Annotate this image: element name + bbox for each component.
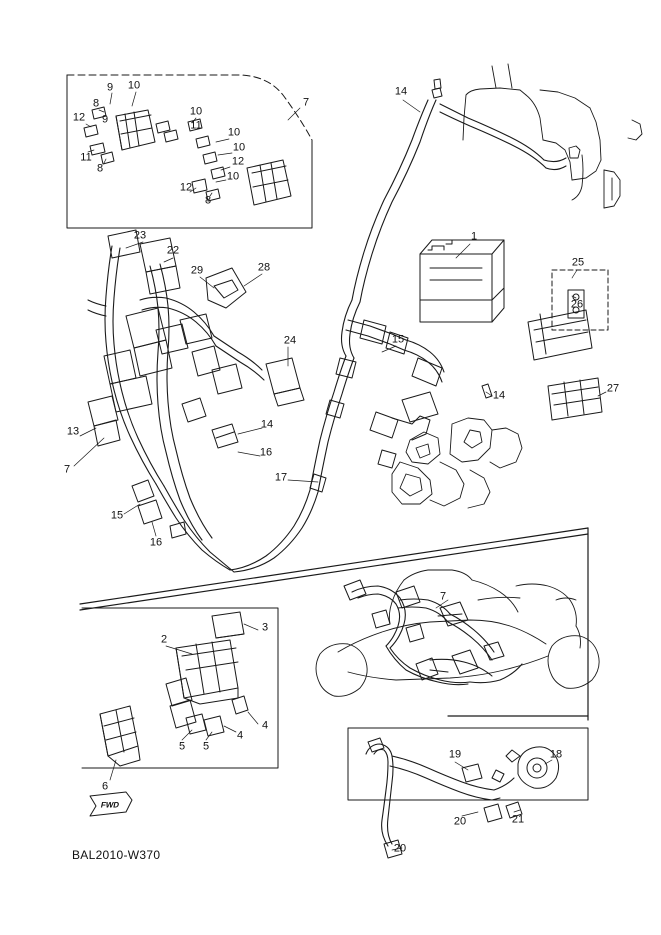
callout-9b: 9: [101, 113, 109, 126]
throttle-body: [100, 612, 248, 766]
callout-16b: 16: [149, 536, 163, 549]
callout-9a: 9: [106, 81, 114, 94]
callout-20a: 20: [453, 815, 467, 828]
engine-lower-right: [392, 418, 522, 508]
frame-contours: [463, 64, 642, 208]
callout-28: 28: [257, 261, 271, 274]
inset-box-frame: [67, 75, 312, 228]
relay-2: [247, 160, 291, 205]
part-code-label: BAL2010-W370: [72, 848, 161, 862]
callout-4b: 4: [236, 729, 244, 742]
inset-box-horn: [348, 728, 588, 800]
horn-assembly: [492, 747, 559, 788]
callout-8a: 8: [92, 97, 100, 110]
callout-14a: 14: [394, 85, 408, 98]
callout-10b: 10: [189, 105, 203, 118]
callout-5b: 5: [202, 740, 210, 753]
callout-7b: 7: [63, 463, 71, 476]
callout-7a: 7: [302, 96, 310, 109]
callout-7c: 7: [439, 590, 447, 603]
callout-12b: 12: [231, 155, 245, 168]
callout-10e: 10: [226, 170, 240, 183]
callout-10c: 10: [227, 126, 241, 139]
callout-14b: 14: [492, 389, 506, 402]
harness-left: [88, 246, 264, 572]
ecu-module-27: [548, 378, 602, 420]
callout-8b: 8: [96, 162, 104, 175]
callout-11a: 11: [80, 151, 92, 164]
callout-16a: 16: [259, 446, 273, 459]
callout-10d: 10: [232, 141, 246, 154]
callout-leaders: [74, 96, 606, 608]
callout-8c: 8: [204, 194, 212, 207]
fwd-direction-label: FWD: [99, 800, 121, 810]
callout-25: 25: [571, 256, 585, 269]
callout-14c: 14: [260, 418, 274, 431]
callout-4a: 4: [261, 719, 269, 732]
callout-13: 13: [66, 425, 80, 438]
callout-24: 24: [283, 334, 297, 347]
callout-3: 3: [261, 621, 269, 634]
callout-27: 27: [606, 382, 620, 395]
callout-10a: 10: [127, 79, 141, 92]
harness-on-bike: [352, 586, 522, 685]
callout-15b: 15: [110, 509, 124, 522]
callout-20b: 20: [393, 842, 407, 855]
callout-6: 6: [101, 780, 109, 793]
speed-sensor-harness: [366, 744, 514, 846]
callout-5a: 5: [178, 740, 186, 753]
callout-23: 23: [133, 229, 147, 242]
callout-2: 2: [160, 633, 168, 646]
callout-22: 22: [166, 244, 180, 257]
callout-29: 29: [190, 264, 204, 277]
callout-18: 18: [549, 748, 563, 761]
callout-17: 17: [274, 471, 288, 484]
harness-connectors-right: [310, 79, 492, 492]
callout-21: 21: [511, 813, 525, 826]
panel-separators: [80, 528, 588, 720]
callout-12a: 12: [72, 111, 86, 124]
callout-15a: 15: [391, 333, 405, 346]
callout-12c: 12: [179, 181, 193, 194]
callout-26: 26: [570, 298, 584, 311]
callout-1: 1: [470, 230, 478, 243]
callout-11b: 11: [190, 119, 202, 132]
relay-1: [116, 110, 155, 150]
callout-19: 19: [448, 748, 462, 761]
